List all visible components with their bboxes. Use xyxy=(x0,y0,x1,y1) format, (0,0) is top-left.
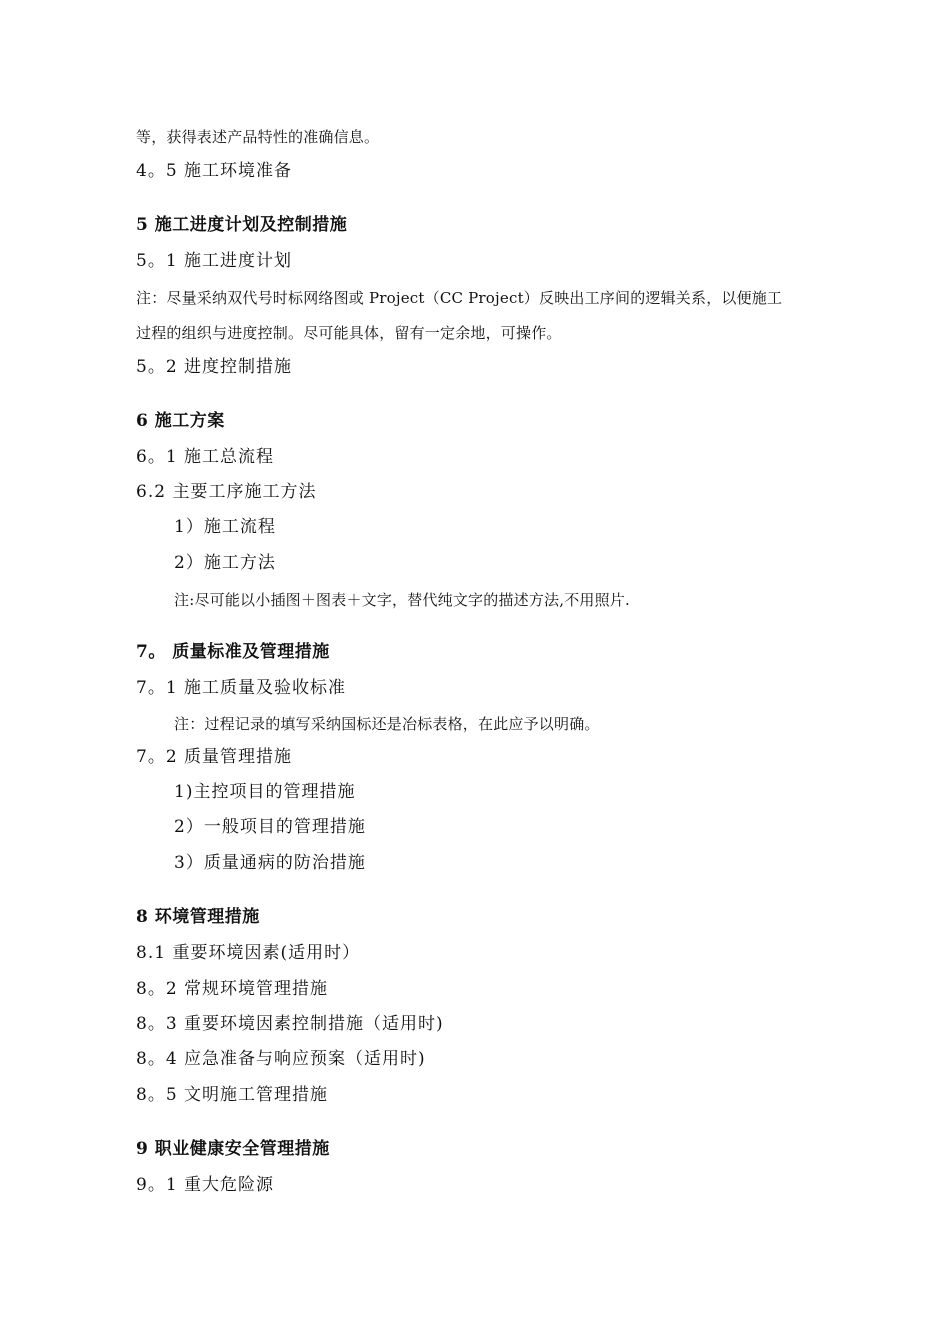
body-text: 等，获得表述产品特性的准确信息。 xyxy=(136,128,380,146)
subsection-7-2: 7。2 质量管理措施 xyxy=(136,747,293,767)
note-text: 注：过程记录的填写采纳国标还是冶标表格，在此应予以明确。 xyxy=(174,715,600,733)
note-text: 注：尽量采纳双代号时标网络图或 Project（CC Project）反映出工序间的逻辑关系，以便施工 xyxy=(136,289,783,307)
section-heading-9: 9 职业健康安全管理措施 xyxy=(136,1139,330,1159)
list-item: 1）施工流程 xyxy=(174,517,276,537)
subsection-8-4: 8。4 应急准备与响应预案（适用时) xyxy=(136,1049,426,1069)
subsection-8-3: 8。3 重要环境因素控制措施（适用时) xyxy=(136,1014,444,1034)
section-heading-6: 6 施工方案 xyxy=(136,411,225,431)
subsection-5-1: 5。1 施工进度计划 xyxy=(136,251,293,271)
section-heading-5: 5 施工进度计划及控制措施 xyxy=(136,215,348,235)
subsection-8-2: 8。2 常规环境管理措施 xyxy=(136,979,329,999)
list-item: 2）施工方法 xyxy=(174,553,276,573)
subsection-6-1: 6。1 施工总流程 xyxy=(136,447,275,467)
section-heading-7: 7。 质量标准及管理措施 xyxy=(136,642,330,662)
list-item: 3）质量通病的防治措施 xyxy=(174,853,366,873)
subsection-7-1: 7。1 施工质量及验收标准 xyxy=(136,678,347,698)
subsection-8-5: 8。5 文明施工管理措施 xyxy=(136,1085,329,1105)
list-item: 1)主控项目的管理措施 xyxy=(174,782,356,802)
subsection-9-1: 9。1 重大危险源 xyxy=(136,1175,275,1195)
note-text: 过程的组织与进度控制。尽可能具体，留有一定余地，可操作。 xyxy=(136,324,562,342)
subsection-5-2: 5。2 进度控制措施 xyxy=(136,357,293,377)
subsection-6-2: 6.2 主要工序施工方法 xyxy=(136,482,317,502)
subsection-8-1: 8.1 重要环境因素(适用时） xyxy=(136,943,361,963)
subsection-4-5: 4。5 施工环境准备 xyxy=(136,161,293,181)
note-text: 注:尽可能以小插图＋图表＋文字，替代纯文字的描述方法,不用照片. xyxy=(174,591,630,609)
section-heading-8: 8 环境管理措施 xyxy=(136,907,260,927)
list-item: 2）一般项目的管理措施 xyxy=(174,817,366,837)
